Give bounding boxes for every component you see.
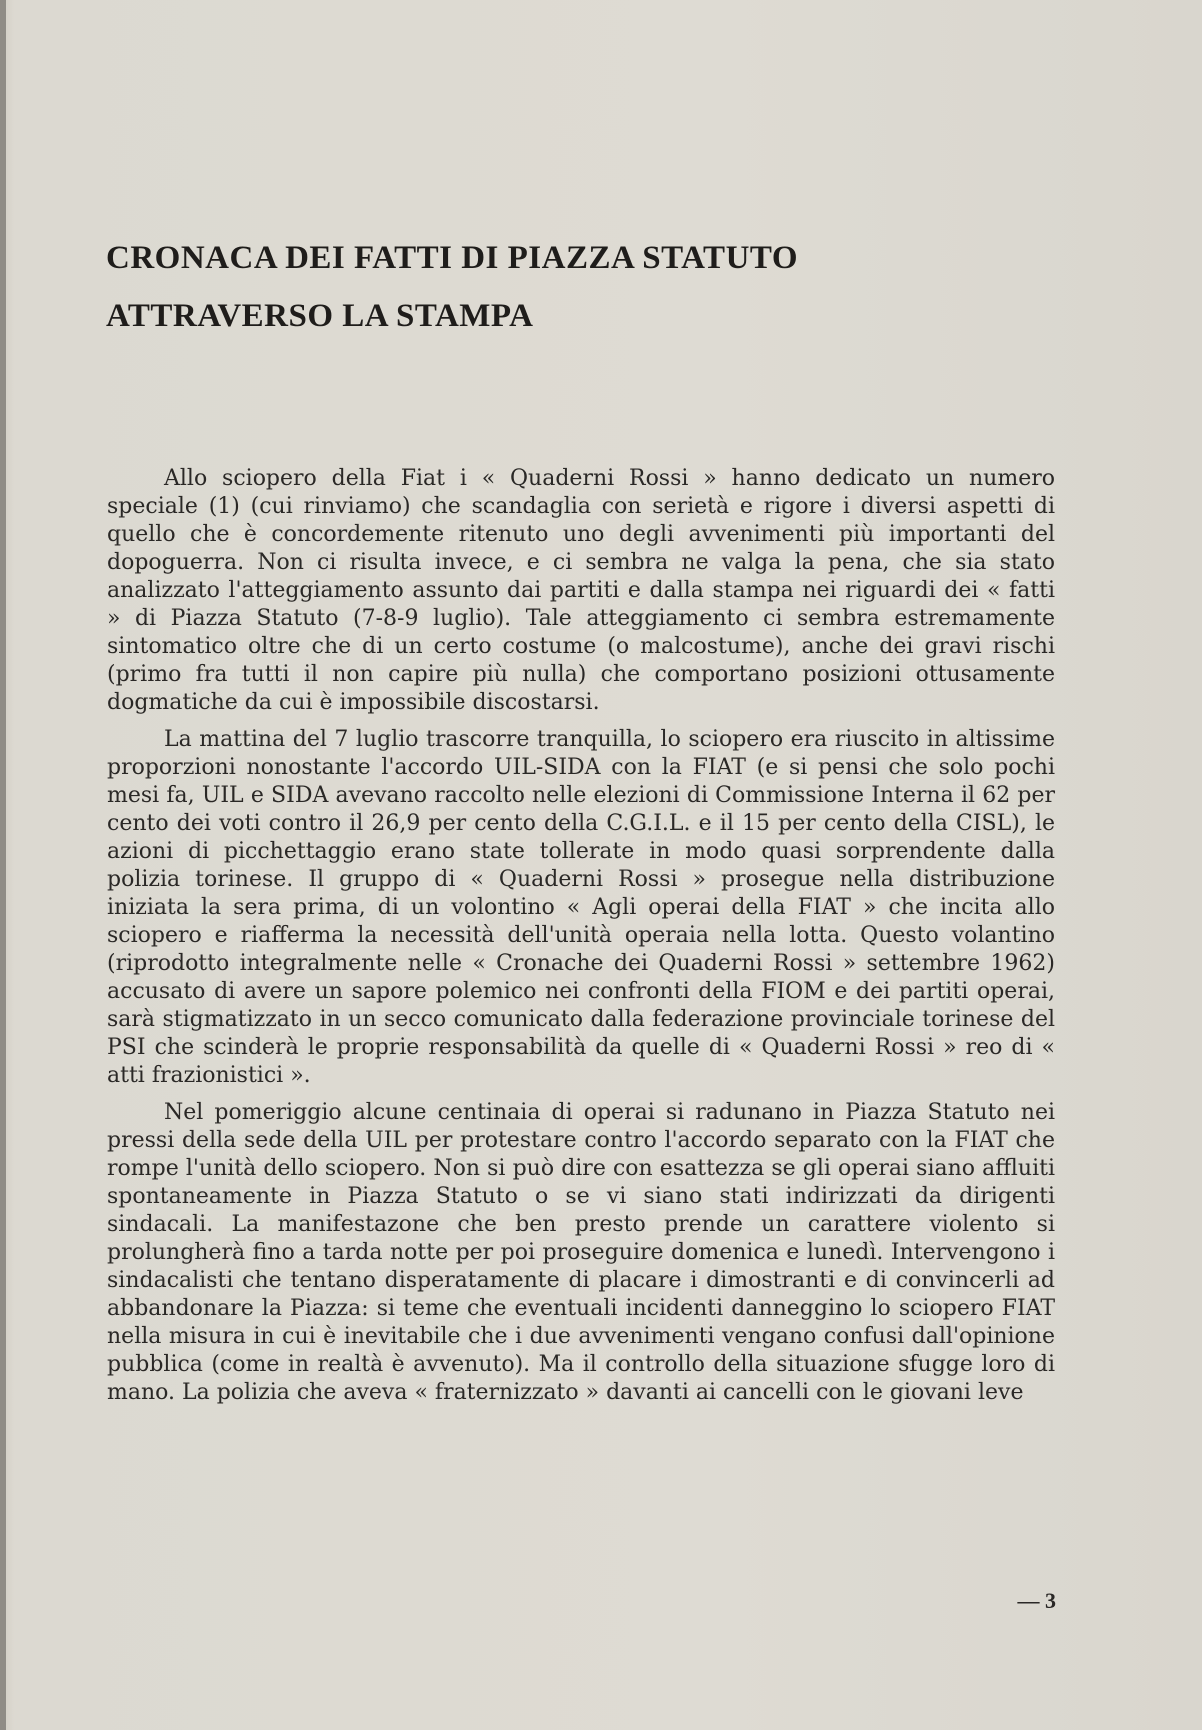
page-number: — 3 xyxy=(1017,1588,1056,1613)
title-line-2: ATTRAVERSO LA STAMPA xyxy=(106,298,534,334)
body-text xyxy=(107,465,1055,1416)
paragraph-3: Nel pomeriggio alcune centinaia di operai si radunano in Piazza Statuto nei pressi della sede della UIL per protestare contro l'accordo separato con la FIAT che rompe l'unità dello sciopero. Non si può dire con esattezza se gli operai siano affluiti spontaneamente in Piazza Statuto o se vi siano stati indirizzati da dirigenti sindacali. La manifestazone che ben presto prende un carattere violento si prolungherà fino a tarda notte per poi proseguire domenica e lunedì. Intervengono i sindacalisti che tentano disperatamente di placare i dimostranti e di convincerli ad abbandonare la Piazza: si teme che eventuali incidenti danneggino lo sciopero FIAT nella misura in cui è inevitabile che i due avvenimenti vengano confusi dall'opinione pubblica (come in realtà è avvenuto). Ma il controllo della situazione sfugge loro di mano. La polizia che aveva « fraternizzato » davanti ai cancelli con le giovani leve xyxy=(107,1100,1055,1405)
binding-edge xyxy=(0,0,6,1730)
paragraph-2: La mattina del 7 luglio trascorre tranquilla, lo sciopero era riuscito in altissime proporzioni nonostante l'accordo UIL-SIDA con la FIAT (e si pensi che solo pochi mesi fa, UIL e SIDA avevano raccolto nelle elezioni di Commissione Interna il 62 per cento dei voti contro il 26,9 per cento della C.G.I.L. e il 15 per cento della CISL), le azioni di picchettaggio erano state tollerate in modo quasi sorprendente dalla polizia torinese. Il gruppo di « Quaderni Rossi » prosegue nella distribuzione iniziata la sera prima, di un volontino « Agli operai della FIAT » che incita allo sciopero e riafferma la necessità dell'unità operaia nella lotta. Questo volantino (riprodotto integralmente nelle « Cronache dei Quaderni Rossi » settembre 1962) accusato di avere un sapore polemico nei confronti della FIOM e dei partiti operai, sarà stigmatizzato in un secco comunicato dalla federazione provinciale torinese del PSI che scinderà le proprie responsabilità da quelle di « Quaderni Rossi » reo di « atti frazionistici ». xyxy=(107,727,1055,1088)
paragraph-1: Allo sciopero della Fiat i « Quaderni Rossi » hanno dedicato un numero speciale (1) (cui rinviamo) che scandaglia con serietà e rigore i diversi aspetti di quello che è concordemente ritenuto uno degli avvenimenti più importanti del dopoguerra. Non ci risulta invece, e ci sembra ne valga la pena, che sia stato analizzato l'atteggiamento assunto dai partiti e dalla stampa nei riguardi dei « fatti » di Piazza Statuto (7-8-9 luglio). Tale atteggiamento ci sembra estremamente sintomatico oltre che di un certo costume (o malcostume), anche dei gravi rischi (primo fra tutti il non capire più nulla) che comportano posizioni ottusamente dogmatiche da cui è impossibile discostarsi. xyxy=(107,466,1055,715)
title-line-1: CRONACA DEI FATTI DI PIAZZA STATUTO xyxy=(106,240,798,276)
